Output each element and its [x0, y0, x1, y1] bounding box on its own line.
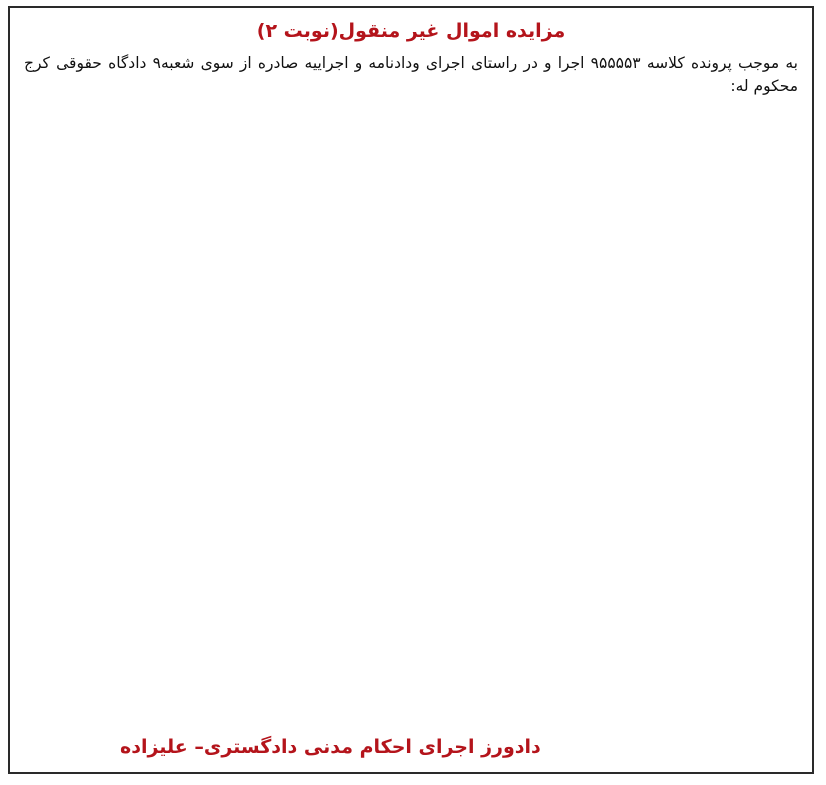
notice-body-opening: به موجب پرونده کلاسه ۹۵۵۵۵۳ اجرا و در راستای اجرای ودادنامه و اجراییه صادره از سوی شعبه۹ دادگاه حقوقی کرج محکوم له:	[24, 54, 798, 95]
notice-signature: دادورز اجرای احکام مدنی دادگستری– علیزاده	[120, 736, 541, 758]
auction-notice	[8, 6, 814, 774]
notice-title: مزایده اموال غیر منقول(نوبت ۲)	[256, 20, 566, 42]
